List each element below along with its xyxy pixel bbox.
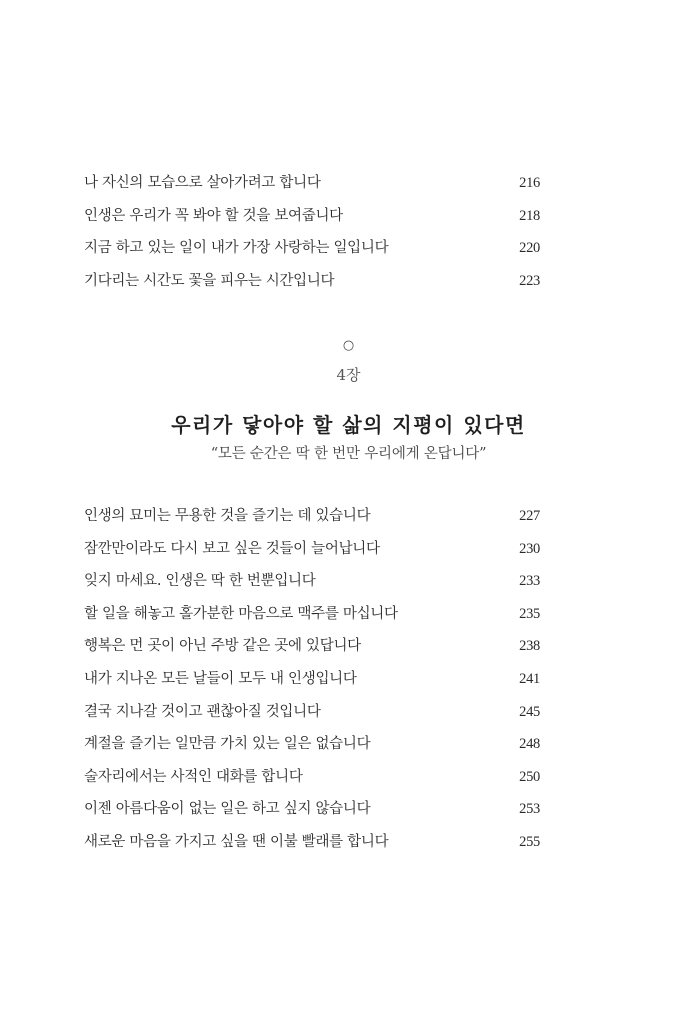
toc-entry-title: 할 일을 해놓고 홀가분한 마음으로 맥주를 마십니다 [84,605,398,622]
toc-list-chapter-4 [84,504,540,863]
toc-entry [84,634,540,667]
toc-entry-page: 218 [519,207,540,224]
toc-entry-page: 230 [519,540,540,557]
toc-entry [84,537,540,570]
toc-entry-page: 216 [519,175,540,191]
toc-entry [84,269,540,302]
toc-entry [84,732,540,765]
toc-entry [84,569,540,602]
toc-entry [84,765,540,798]
toc-entry-title: 이젠 아름다움이 없는 일은 하고 싶지 않습니다 [84,801,371,818]
toc-entry [84,797,540,830]
toc-entry-page: 241 [519,670,540,687]
chapter-subtitle: “모든 순간은 딱 한 번만 우리에게 온답니다” [210,446,487,462]
toc-entry [84,171,540,204]
toc-entry-page: 253 [519,801,540,818]
toc-entry-title: 기다리는 시간도 꽃을 피우는 시간입니다 [84,272,335,289]
chapter-title: 우리가 닿아야 할 삶의 지평이 있다면 [171,413,526,437]
toc-entry-page: 235 [519,605,540,622]
toc-entry [84,236,540,269]
toc-entry [84,830,540,863]
toc-entry-title: 인생의 묘미는 무용한 것을 즐기는 데 있습니다 [84,508,371,524]
toc-entry-page: 250 [519,768,540,785]
toc-entry-title: 술자리에서는 사적인 대화를 합니다 [84,768,303,785]
toc-entry-title: 지금 하고 있는 일이 내가 가장 사랑하는 일입니다 [84,240,389,257]
toc-entry [84,504,540,537]
toc-entry-page: 223 [519,272,540,289]
chapter-number: 4장 [336,366,361,384]
toc-entry-title: 잠깐만이라도 다시 보고 싶은 것들이 늘어납니다 [84,540,380,557]
toc-entry-title: 행복은 먼 곳이 아닌 주방 같은 곳에 있답니다 [84,638,361,655]
toc-entry-page: 245 [519,703,540,720]
toc-entry-page: 220 [519,240,540,257]
toc-entry-title: 결국 지나갈 것이고 괜찮아질 것입니다 [84,703,321,720]
chapter-mark-circle: ○ [342,338,355,353]
toc-entry-title: 계절을 즐기는 일만큼 가치 있는 일은 없습니다 [84,736,371,753]
toc-entry-title: 나 자신의 모습으로 살아가려고 합니다 [84,175,321,191]
toc-entry-page: 248 [519,736,540,753]
toc-entry-title: 인생은 우리가 꼭 봐야 할 것을 보여줍니다 [84,207,343,224]
toc-entry-page: 227 [519,508,540,524]
toc-entry-title: 내가 지나온 모든 날들이 모두 내 인생입니다 [84,670,357,687]
toc-list-chapter-3 [84,171,540,301]
toc-entry-title: 잊지 마세요. 인생은 딱 한 번뿐입니다 [84,573,316,590]
toc-entry-page: 238 [519,638,540,655]
toc-entry [84,667,540,700]
toc-entry-page: 233 [519,573,540,590]
toc-entry [84,602,540,635]
toc-entry [84,204,540,237]
toc-entry-page: 255 [519,833,540,850]
toc-entry-title: 새로운 마음을 가지고 싶을 땐 이불 빨래를 합니다 [84,833,389,850]
toc-entry [84,700,540,733]
